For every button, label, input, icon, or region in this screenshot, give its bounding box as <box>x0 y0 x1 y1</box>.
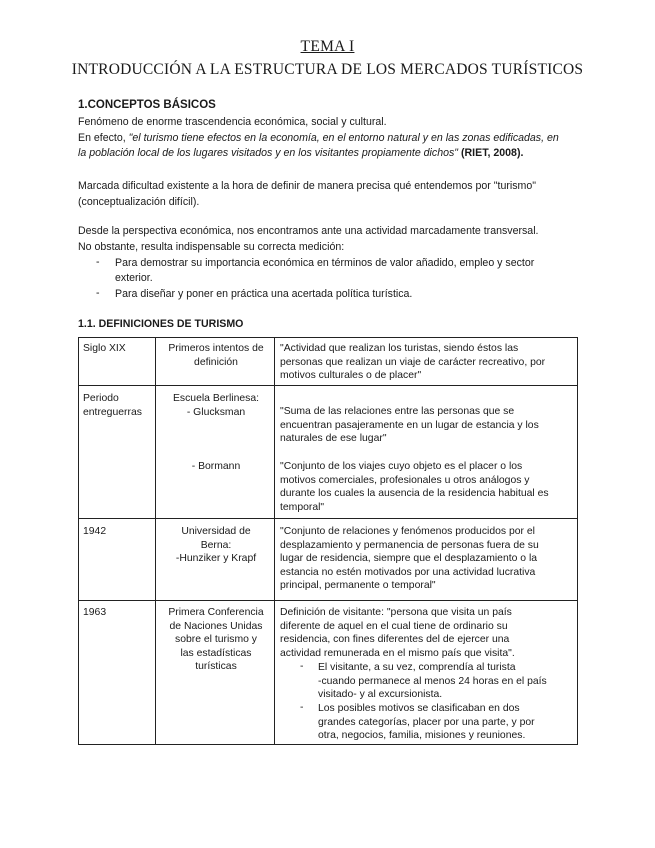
cell-line: visitado- y al excursionista. <box>318 689 443 701</box>
citation: (RIET, 2008). <box>458 147 524 159</box>
table-cell-definition <box>280 460 572 514</box>
cell-line: sobre el turismo y <box>175 634 257 646</box>
table-cell-definition <box>280 342 572 383</box>
cell-line: El visitante, a su vez, comprendía al turista <box>318 662 516 673</box>
cell-line: actividad remunerada en el mismo país que visita". <box>280 647 515 659</box>
definitions-table <box>78 337 578 745</box>
cell-line: naturales de ese lugar" <box>280 433 387 445</box>
cell-line: encuentran pasajeramente en un lugar de estancia y los <box>280 419 539 431</box>
table-border <box>78 600 578 601</box>
tema-title: TEMA I <box>300 38 355 55</box>
cell-line: "Conjunto de relaciones y fenómenos producidos por el <box>280 526 535 537</box>
cell-line: otra, negocios, familia, misiones y reuniones. <box>318 730 526 742</box>
cell-line: Escuela Berlinesa: <box>172 393 260 404</box>
cell-line: "Actividad que realizan los turistas, siendo éstos las <box>280 343 519 354</box>
table-border <box>78 744 578 745</box>
bullet-dash: - <box>96 287 100 299</box>
table-cell-period <box>83 392 151 419</box>
quote-text: "el turismo tiene efectos en la economía, en el entorno natural y en las zonas edificadas, en <box>128 132 559 144</box>
bullet-dash: - <box>96 256 100 268</box>
cell-line: las estadísticas <box>180 647 252 659</box>
cell-line: Berna: <box>200 539 232 551</box>
cell-line: temporal" <box>280 501 325 513</box>
paragraph-line: Fenómeno de enorme trascendencia económica, social y cultural. <box>78 116 387 128</box>
bullet-item: Para demostrar su importancia económica en términos de valor añadido, empleo y sector <box>115 257 535 269</box>
cell-line: 1942 <box>83 526 107 537</box>
paragraph-line: Desde la perspectiva económica, nos encontramos ante una actividad marcadamente transversal. <box>78 225 539 237</box>
table-cell-source <box>160 460 272 474</box>
cell-line: - Glucksman <box>186 406 246 418</box>
cell-line: de Naciones Unidas <box>169 620 263 632</box>
cell-line: "Suma de las relaciones entre las personas que se <box>280 406 515 417</box>
table-cell-period <box>83 606 151 620</box>
document-title: INTRODUCCIÓN A LA ESTRUCTURA DE LOS MERCADOS TURÍSTICOS <box>71 61 584 78</box>
bullet-dash: - <box>300 661 304 672</box>
cell-line: motivos comerciales, profesionales u otros análogos y <box>280 474 530 486</box>
cell-line: Universidad de <box>181 526 251 537</box>
cell-line: durante los cuales la ausencia de la residencia habitual es <box>280 488 549 500</box>
table-border <box>78 518 578 519</box>
cell-line: "Conjunto de los viajes cuyo objeto es el placer o los <box>280 461 523 472</box>
table-cell-period <box>83 525 151 539</box>
cell-line: desplazamiento y permanencia de personas fuera de su <box>280 539 539 551</box>
table-border <box>78 337 79 745</box>
table-border <box>274 337 275 745</box>
cell-line: lugar de residencia, siempre que el desplazamiento o la <box>280 553 538 565</box>
cell-line: Periodo <box>83 393 119 404</box>
subsection-heading: 1.1. DEFINICIONES DE TURISMO <box>78 318 244 330</box>
cell-line: motivos culturales o de placer" <box>280 370 422 382</box>
table-cell-source <box>160 342 272 369</box>
table-bullet-item <box>318 661 574 702</box>
paragraph-line: (conceptualización difícil). <box>78 196 200 208</box>
paragraph-line: Marcada dificultad existente a la hora de definir de manera precisa qué entendemos por "turismo" <box>78 180 537 192</box>
cell-line: 1963 <box>83 607 107 618</box>
table-border <box>78 385 578 386</box>
cell-line: Primeros intentos de <box>168 343 264 354</box>
cell-line: - Bormann <box>191 461 241 472</box>
bullet-item: Para diseñar y poner en práctica una acertada política turística. <box>115 288 413 300</box>
cell-line: grandes categorías, placer por una parte, y por <box>318 716 535 728</box>
bullet-dash: - <box>300 702 304 713</box>
table-border <box>577 337 578 745</box>
cell-line: Definición de visitante: "persona que visita un país <box>280 607 512 618</box>
cell-line: entreguerras <box>83 406 142 418</box>
cell-line: diferente de aquel en el cual tiene de ordinario su <box>280 620 508 632</box>
cell-line: Los posibles motivos se clasificaban en dos <box>318 703 520 714</box>
paragraph-line <box>78 131 578 147</box>
table-border <box>155 337 156 745</box>
quote-text: la población local de los lugares visitados y en los visitantes propiamente dichos" <box>78 147 459 159</box>
table-cell-definition <box>280 525 572 593</box>
table-cell-period <box>83 342 151 356</box>
paragraph-line: No obstante, resulta indispensable su correcta medición: <box>78 241 345 253</box>
cell-line: principal, permanente o temporal" <box>280 580 436 592</box>
cell-line: estancia no estén motivados por una actividad lucrativa <box>280 566 536 578</box>
cell-line: residencia, con fines diferentes del de ejercer una <box>280 634 510 646</box>
table-cell-definition <box>280 606 572 660</box>
table-border <box>78 337 578 338</box>
cell-line: Primera Conferencia <box>168 607 264 618</box>
table-cell-definition <box>280 405 572 446</box>
cell-line: -cuando permanece al menos 24 horas en el país <box>318 675 547 687</box>
table-cell-source <box>160 392 272 419</box>
bullet-item-cont: exterior. <box>115 272 153 284</box>
table-cell-source <box>160 606 272 674</box>
table-cell-source <box>160 525 272 566</box>
section-heading: 1.CONCEPTOS BÁSICOS <box>78 99 216 111</box>
table-bullet-item <box>318 702 574 743</box>
cell-line: Siglo XIX <box>83 343 126 354</box>
text-span: En efecto, <box>78 132 129 144</box>
cell-line: -Hunziker y Krapf <box>175 553 257 565</box>
paragraph-line <box>78 146 578 162</box>
cell-line: turísticas <box>195 661 237 673</box>
cell-line: definición <box>194 356 238 368</box>
cell-line: personas que realizan un viaje de carácter recreativo, por <box>280 356 546 368</box>
